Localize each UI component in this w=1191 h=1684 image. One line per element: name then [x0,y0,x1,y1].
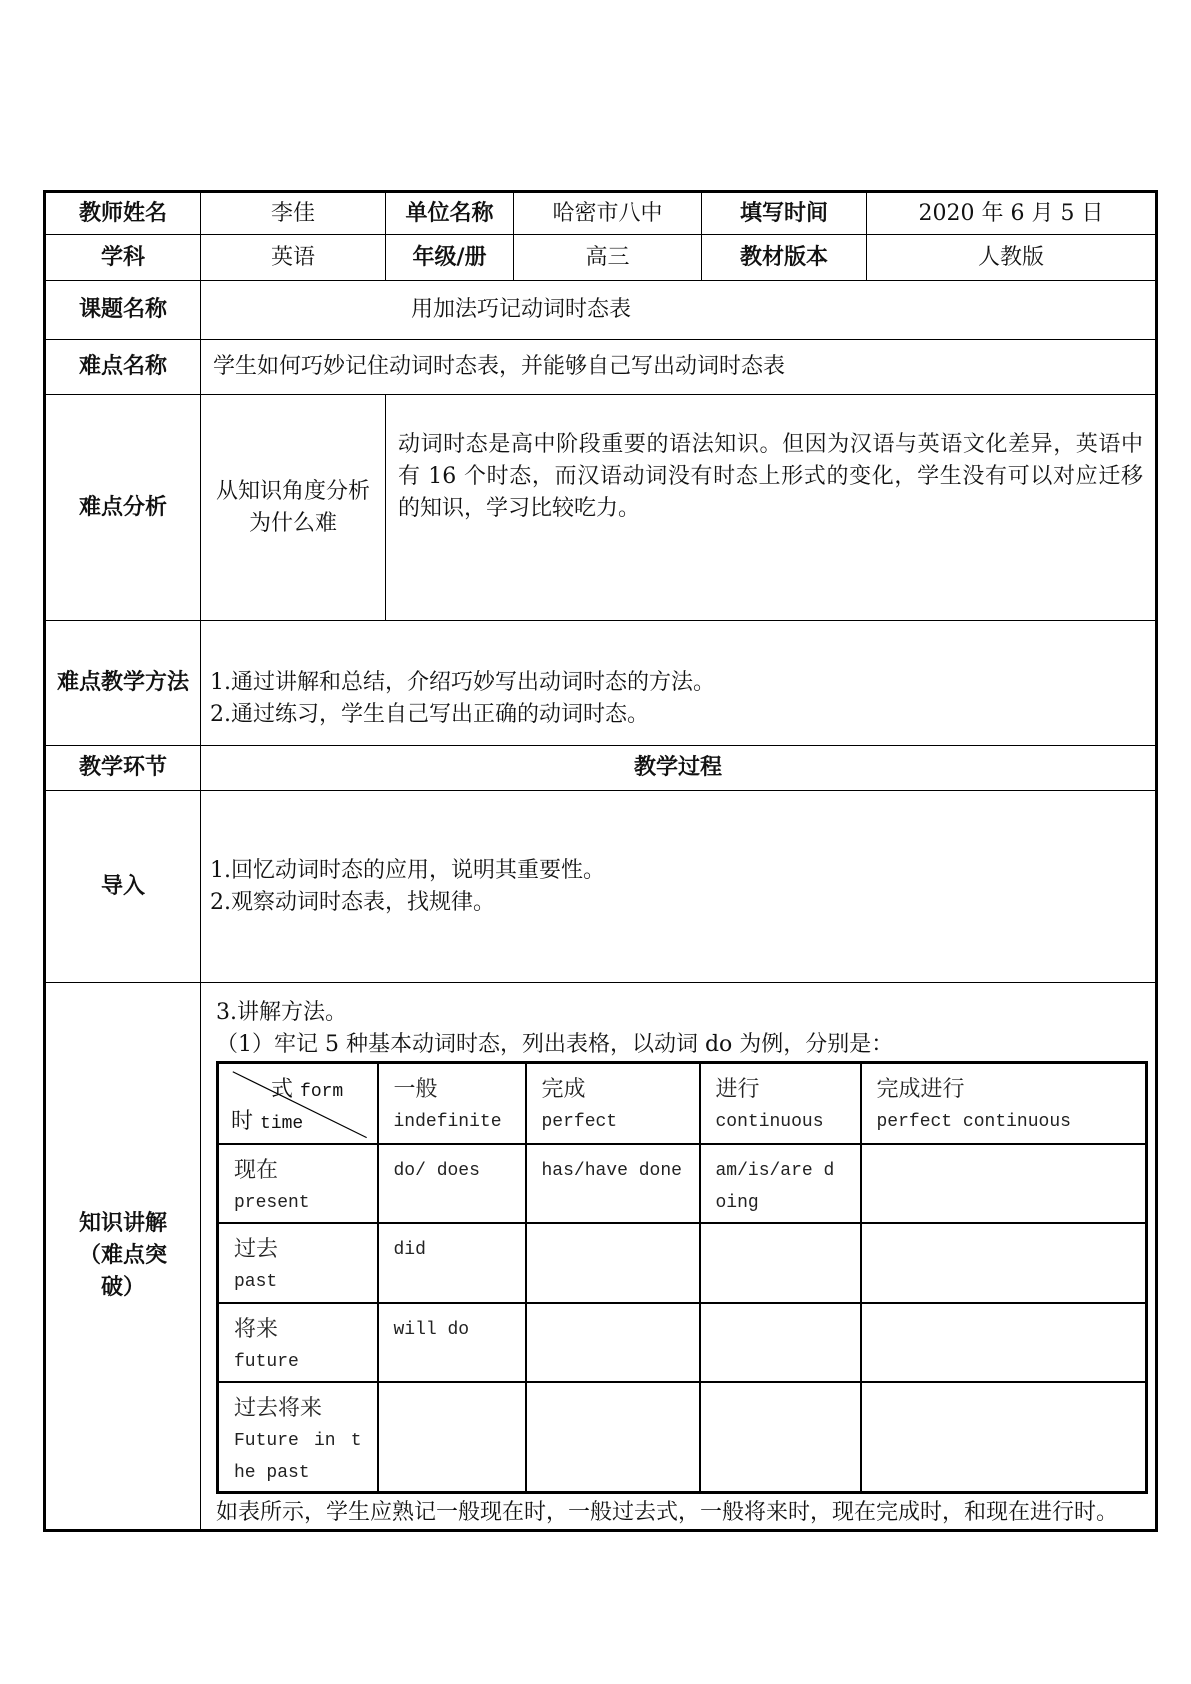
column-zh: 进行 [715,1077,760,1102]
corner-time [231,1106,303,1140]
intro-label: 导入 [45,791,201,983]
cell-past-perfect [526,1223,700,1303]
cell-present-continuous [700,1144,861,1223]
grade-label: 年级/册 [386,235,514,281]
unit-value: 哈密市八中 [514,192,702,235]
row-header-future [218,1303,378,1382]
row-en: Future in the past [234,1430,362,1483]
cell-future-indefinite [378,1303,526,1382]
row-zh: 过去将来 [234,1395,323,1421]
column-en: perfect continuous [876,1112,1071,1132]
knowledge-row [45,983,1157,1531]
subject-label: 学科 [45,235,201,281]
subject-value: 英语 [201,235,386,281]
difficulty-row [45,340,1157,395]
row-en: future [234,1351,299,1372]
cell-future-in-past-indefinite [378,1382,526,1493]
row-header-present [218,1144,378,1223]
knowledge-step: 3.讲解方法。 [216,1000,347,1025]
corner-time-en: time [260,1114,304,1134]
intro-content [201,791,1157,983]
row-zh: 过去 [234,1236,279,1262]
row-header-future-in-past [218,1382,378,1493]
topic-value: 用加法巧记动词时态表 [201,281,1157,340]
unit-label: 单位名称 [386,192,514,235]
intro-row [45,791,1157,983]
method-row [45,621,1157,746]
knowledge-sub: （1）牢记 5 种基本动词时态，列出表格，以动词 do 为例，分别是： [216,1032,894,1057]
cell-value: will do [393,1319,470,1340]
stage-label: 教学环节 [45,746,201,791]
cell-value: do/ does [393,1160,480,1181]
corner-form [271,1074,343,1108]
row-en: present [234,1192,310,1213]
textbook-value: 人教版 [867,235,1157,281]
knowledge-note: 如表所示，学生应熟记一般现在时，一般过去式，一般将来时，现在完成时，和现在进行时。 [216,1500,1119,1525]
cell-future-perfect-continuous [861,1303,1147,1382]
cell-future-perfect [526,1303,700,1382]
column-en: continuous [715,1112,824,1132]
tense-row-present [218,1144,1147,1223]
difficulty-value: 学生如何巧妙记住动词时态表，并能够自己写出动词时态表 [201,340,1157,395]
cell-value: has/have done [541,1160,682,1181]
teacher-value: 李佳 [201,192,386,235]
column-header-perfect-continuous [861,1063,1147,1144]
knowledge-content [201,983,1157,1531]
knowledge-label: 知识讲解（难点突破） [45,983,201,1531]
cell-future-continuous [700,1303,861,1382]
tense-header-row [218,1063,1147,1144]
analysis-label: 难点分析 [45,395,201,621]
row-zh: 将来 [234,1316,279,1342]
tense-row-past [218,1223,1147,1303]
column-zh: 一般 [393,1077,438,1102]
cell-past-indefinite [378,1223,526,1303]
cell-present-perfect [526,1144,700,1223]
topic-label: 课题名称 [45,281,201,340]
cell-present-perfect-continuous [861,1144,1147,1223]
grade-value: 高三 [514,235,702,281]
column-zh: 完成 [541,1077,586,1102]
method-item: 1.通过讲解和总结，介绍巧妙写出动词时态的方法。 [210,670,715,695]
column-en: indefinite [393,1112,502,1132]
stage-header-row [45,746,1157,791]
row-zh: 现在 [234,1157,279,1183]
corner-time-zh: 时 [231,1109,254,1134]
analysis-row [45,395,1157,621]
difficulty-label: 难点名称 [45,340,201,395]
analysis-aspect: 从知识角度分析为什么难 [201,395,386,621]
cell-present-indefinite [378,1144,526,1223]
topic-row [45,281,1157,340]
tense-table [216,1061,1148,1494]
column-header-perfect [526,1063,700,1144]
column-header-indefinite [378,1063,526,1144]
row-en: past [234,1271,278,1292]
column-header-continuous [700,1063,861,1144]
date-value: 2020 年 6 月 5 日 [867,192,1157,235]
tense-row-future [218,1303,1147,1382]
method-item: 2.通过练习，学生自己写出正确的动词时态。 [210,702,649,727]
tense-row-future-in-past [218,1382,1147,1493]
process-label: 教学过程 [201,746,1157,791]
info-row-2 [45,235,1157,281]
row-header-past [218,1223,378,1303]
date-label: 填写时间 [702,192,867,235]
analysis-text: 动词时态是高中阶段重要的语法知识。但因为汉语与英语文化差异，英语中有 16 个时态，而汉语动词没有时态上形式的变化，学生没有可以对应迁移的知识，学习比较吃力。 [386,395,1157,621]
textbook-label: 教材版本 [702,235,867,281]
method-label: 难点教学方法 [45,621,201,746]
method-content [201,621,1157,746]
cell-value: am/is/are doing [715,1160,835,1213]
lesson-plan-table [43,190,1158,1532]
cell-future-in-past-perfect [526,1382,700,1493]
column-en: perfect [541,1112,618,1132]
intro-item: 2.观察动词时态表，找规律。 [210,889,495,915]
corner-form-zh: 式 [271,1077,294,1102]
tense-corner-cell [218,1063,378,1144]
cell-future-in-past-continuous [700,1382,861,1493]
cell-value: did [393,1239,426,1260]
info-row-1 [45,192,1157,235]
teacher-label: 教师姓名 [45,192,201,235]
cell-past-perfect-continuous [861,1223,1147,1303]
corner-form-en: form [300,1082,344,1102]
column-zh: 完成进行 [876,1077,965,1102]
cell-future-in-past-perfect-continuous [861,1382,1147,1493]
intro-item: 1.回忆动词时态的应用，说明其重要性。 [210,857,605,883]
cell-past-continuous [700,1223,861,1303]
